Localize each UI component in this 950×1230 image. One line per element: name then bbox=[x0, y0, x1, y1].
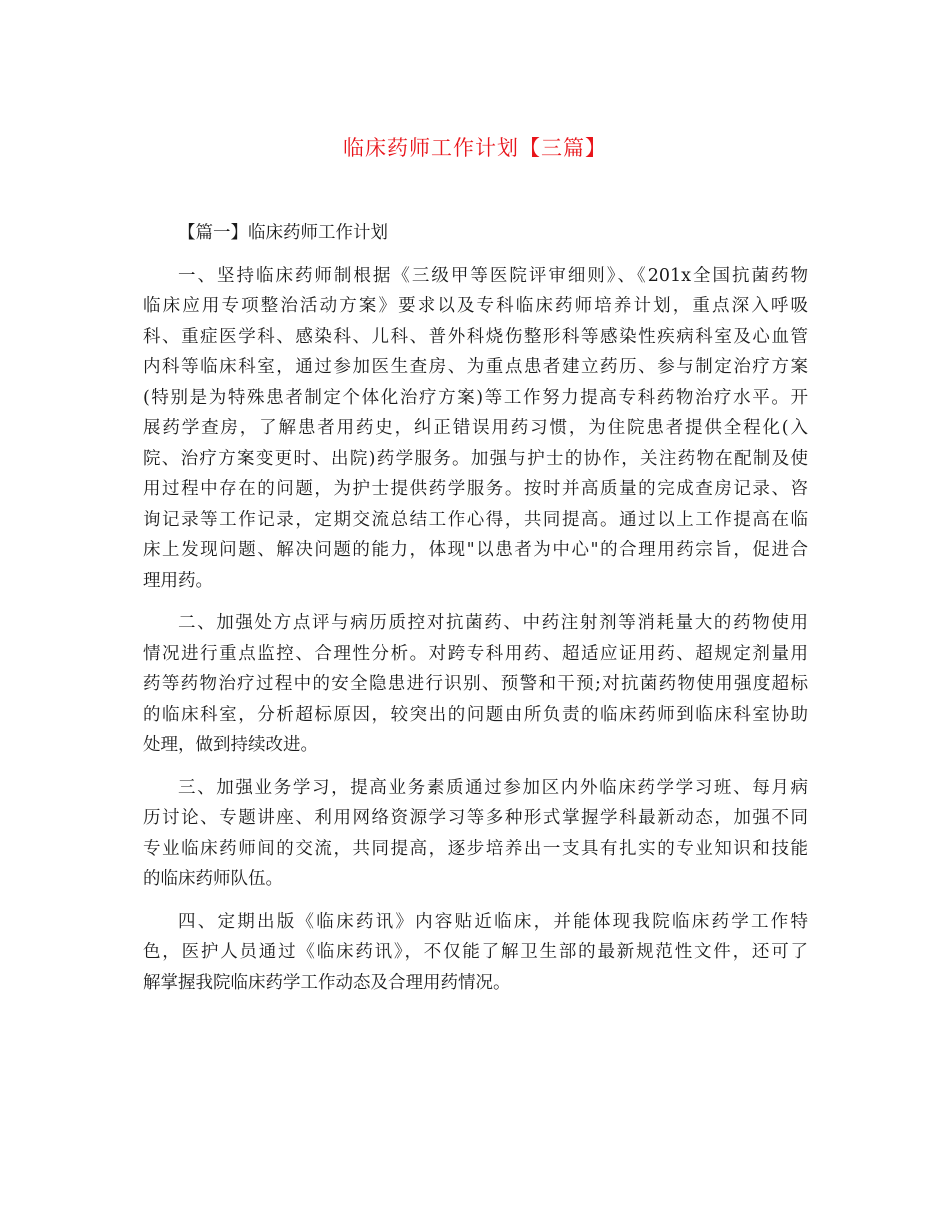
paragraph-line: 询记录等工作记录，定期交流总结工作心得，共同提高。通过以上工作提高在临 bbox=[143, 509, 808, 530]
paragraph-line: 专业临床药师间的交流，共同提高，逐步培养出一支具有扎实的专业知识和技能 bbox=[143, 838, 808, 859]
paragraph-line: 三、加强业务学习，提高业务素质通过参加区内外临床药学学习班、每月病 bbox=[178, 777, 808, 798]
paragraph-line: 的临床科室，分析超标原因，较突出的问题由所负责的临床药师到临床科室协助 bbox=[143, 704, 808, 725]
section-heading: 【篇一】临床药师工作计划 bbox=[178, 223, 388, 243]
paragraph-line: 展药学查房，了解患者用药史，纠正错误用药习惯，为住院患者提供全程化(入 bbox=[143, 418, 808, 438]
paragraph-line: 情况进行重点监控、合理性分析。对跨专科用药、超适应证用药、超规定剂量用 bbox=[143, 643, 808, 664]
paragraph-line: 一、坚持临床药师制根据《三级甲等医院评审细则》、《201x全国抗菌药物 bbox=[178, 265, 808, 286]
paragraph-line: 历讨论、专题讲座、利用网络资源学习等多种形式掌握学科最新动态，加强不同 bbox=[143, 808, 808, 828]
paragraph bbox=[143, 261, 808, 597]
paragraph-line: 临床应用专项整治活动方案》要求以及专科临床药师培养计划，重点深入呼吸 bbox=[143, 296, 808, 316]
paragraph-line: (特别是为特殊患者制定个体化治疗方案)等工作努力提高专科药物治疗水平。开 bbox=[143, 387, 808, 408]
paragraph-line: 内科等临床科室，通过参加医生查房、为重点患者建立药历、参与制定治疗方案 bbox=[143, 357, 808, 377]
paragraph-line: 的临床药师队伍。 bbox=[143, 869, 283, 889]
paragraph-line: 院、治疗方案变更时、出院)药学服务。加强与护士的协作，关注药物在配制及使 bbox=[143, 448, 808, 469]
paragraph bbox=[143, 773, 808, 895]
paragraph-line: 解掌握我院临床药学工作动态及合理用药情况。 bbox=[143, 972, 511, 993]
paragraph bbox=[143, 608, 808, 761]
paragraph-line: 色，医护人员通过《临床药讯》，不仅能了解卫生部的最新规范性文件，还可了 bbox=[143, 942, 808, 962]
paragraph-line: 四、定期出版《临床药讯》内容贴近临床，并能体现我院临床药学工作特 bbox=[178, 911, 808, 932]
document-body bbox=[143, 218, 808, 998]
paragraph-line: 科、重症医学科、感染科、儿科、普外科烧伤整形科等感染性疾病科室及心血管 bbox=[143, 326, 808, 347]
paragraph-line: 二、加强处方点评与病历质控对抗菌药、中药注射剂等消耗量大的药物使用 bbox=[178, 613, 808, 633]
paragraph bbox=[143, 907, 808, 999]
paragraph-line: 药等药物治疗过程中的安全隐患进行识别、预警和干预;对抗菌药物使用强度超标 bbox=[143, 674, 808, 694]
paragraph-line: 床上发现问题、解决问题的能力，体现"以患者为中心"的合理用药宗旨，促进合 bbox=[143, 540, 808, 560]
paragraph-line: 用过程中存在的问题，为护士提供药学服务。按时并高质量的完成查房记录、咨 bbox=[143, 479, 808, 499]
paragraph-line: 处理，做到持续改进。 bbox=[143, 735, 318, 755]
document-title: 临床药师工作计划【三篇】 bbox=[343, 136, 607, 160]
paragraph-line: 理用药。 bbox=[143, 570, 213, 591]
